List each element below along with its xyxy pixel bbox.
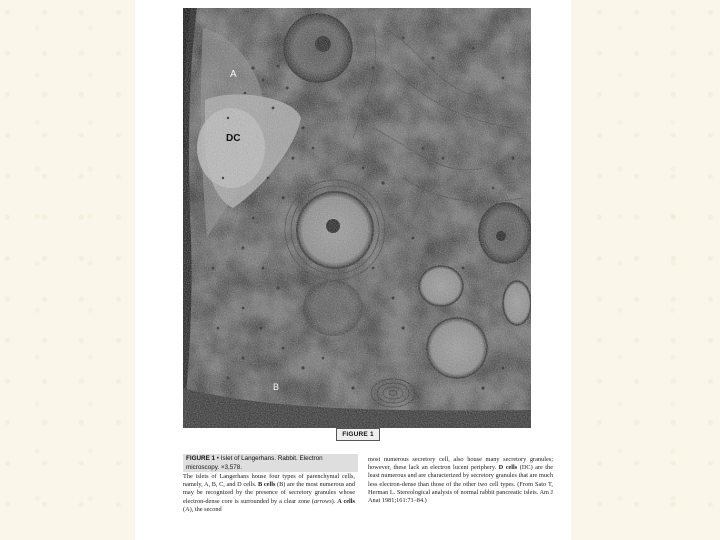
left-text-2: (B) are the most numerous and may be recognized by the presence of secretory granules whose electron-dense core is surrounded by a clear zone (: [183, 481, 356, 505]
arrows-term: arrows: [314, 497, 332, 505]
right-text-2: (DC) are the least numerous and are characterized by secretory granules that are much less electron-dense than those of the other two cell types. (From Sato T, Herman L. Stereological analysis of normal rabbit pancreatic islets. Am J Anat 1981;161:71–84.): [368, 464, 553, 505]
left-text-3: ).: [331, 497, 338, 505]
caption-text-left-column: [183, 473, 355, 514]
label-dc: DC: [226, 133, 241, 144]
electron-micrograph: [183, 8, 531, 428]
left-text-1: The islets of Langerhans house four types of parenchymal cells, namely, A, B, C, and D cells.: [183, 473, 355, 489]
caption-bullet: •: [215, 455, 221, 462]
b-cells-term: B cells: [258, 481, 276, 489]
caption-text-right-column: [368, 456, 553, 505]
caption-title: Islet of Langerhans. Rabbit. Electron microscopy. ×3,578.: [186, 455, 323, 471]
figure-caption-heading: [183, 454, 358, 472]
right-text-1: most numerous secretory cell, also house many secretory granules; however, these lack an electron lucent periphery.: [368, 456, 553, 472]
figure-badge: FIGURE 1: [336, 428, 380, 441]
label-a: A: [230, 69, 237, 80]
a-cells-term: A cells: [337, 497, 355, 505]
label-b: B: [273, 382, 280, 392]
left-text-4: (A), the second: [183, 505, 222, 513]
d-cells-term: D cells: [498, 464, 518, 472]
caption-figure-number: FIGURE 1: [186, 455, 216, 462]
